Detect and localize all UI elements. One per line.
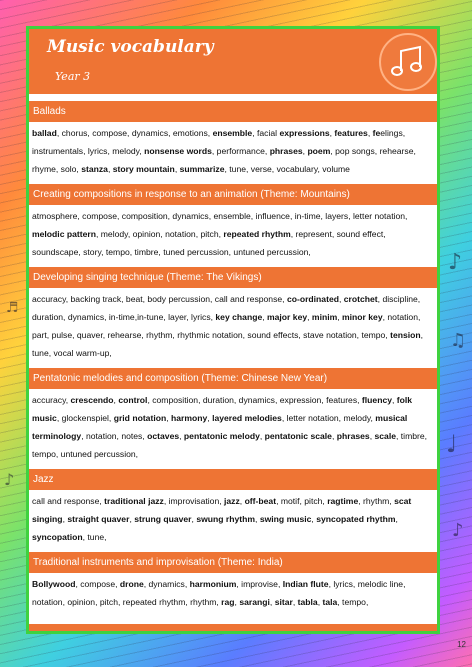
term-text: , lyrics, melodic line, notation, opinion, pitch, repeated rhythm, rhythm, xyxy=(32,579,406,607)
section-vocabulary xyxy=(29,573,437,614)
term-text: , xyxy=(307,312,312,322)
key-term: drone xyxy=(119,579,144,589)
term-text: accuracy, backing track, beat, body percussion, call and response, xyxy=(32,294,287,304)
key-term: co-ordinated xyxy=(286,294,339,304)
term-text: , xyxy=(259,431,265,441)
term-text: , xyxy=(317,597,323,607)
term-text: , xyxy=(392,395,397,405)
key-term: features xyxy=(334,128,368,138)
term-text: , performance, xyxy=(211,146,270,156)
key-term: fluency xyxy=(361,395,393,405)
key-term: minor key xyxy=(342,312,383,322)
term-text: , motif, pitch, xyxy=(276,496,328,506)
term-text: , xyxy=(234,597,240,607)
term-text: , xyxy=(329,128,335,138)
vocabulary-card xyxy=(26,26,440,634)
section-heading: Traditional instruments and improvisation (Theme: India) xyxy=(29,552,437,573)
term-text: , xyxy=(302,146,308,156)
key-term: stanza xyxy=(81,164,108,174)
key-term: pentatonic melody xyxy=(183,431,260,441)
term-text: , xyxy=(166,413,171,423)
key-term: off-beat xyxy=(244,496,277,506)
term-text: , xyxy=(369,431,375,441)
term-text: , xyxy=(255,514,260,524)
term-text: , xyxy=(207,413,213,423)
key-term: straight quaver xyxy=(67,514,130,524)
term-text: , xyxy=(311,514,317,524)
term-text: , xyxy=(367,128,373,138)
music-badge xyxy=(379,33,437,91)
key-term: scat singing xyxy=(32,496,412,524)
key-term: harmonium xyxy=(189,579,237,589)
key-term: ensemble xyxy=(212,128,253,138)
term-text: , xyxy=(239,496,245,506)
term-text: , discipline, duration, dynamics, in-time,in-tune, layer, lyrics, xyxy=(32,294,421,322)
term-text: , xyxy=(331,431,337,441)
key-term: musical terminology xyxy=(32,413,408,441)
key-term: ballad xyxy=(32,128,57,138)
key-term: fe xyxy=(372,128,381,138)
key-term: Indian flute xyxy=(282,579,329,589)
term-text: , xyxy=(174,164,180,174)
term-text: , represent, sound effect, soundscape, story, tempo, timbre, tuned percussion, untuned percussion, xyxy=(32,229,386,257)
key-term: pentatonic scale xyxy=(264,431,332,441)
key-term: Bollywood xyxy=(32,579,76,589)
key-term: syncopated rhythm xyxy=(316,514,396,524)
key-term: scale xyxy=(374,431,397,441)
footer-bar xyxy=(29,624,437,631)
page-title: Music vocabulary xyxy=(47,37,214,57)
term-text: , glockenspiel, xyxy=(56,413,114,423)
key-term: sarangi xyxy=(239,597,270,607)
year-label: Year 3 xyxy=(55,70,91,83)
section-vocabulary xyxy=(29,288,437,365)
term-text: , dynamics, xyxy=(143,579,190,589)
section-heading: Jazz xyxy=(29,469,437,490)
key-term: folk music xyxy=(32,395,413,423)
key-term: jazz xyxy=(224,496,240,506)
section-heading: Pentatonic melodies and composition (Theme: Chinese New Year) xyxy=(29,368,437,389)
term-text: , pop songs, rehearse, rhyme, solo, xyxy=(32,146,416,174)
key-term: rag xyxy=(221,597,235,607)
key-term: crotchet xyxy=(343,294,378,304)
term-text: , improvisation, xyxy=(163,496,225,506)
key-term: nonsense words xyxy=(144,146,212,156)
section-vocabulary xyxy=(29,122,437,181)
key-term: melodic pattern xyxy=(32,229,96,239)
key-term: syncopation xyxy=(32,532,83,542)
term-text: , rhythm, xyxy=(358,496,395,506)
sections-list xyxy=(29,98,437,614)
section-heading: Developing singing technique (Theme: The Vikings) xyxy=(29,267,437,288)
term-text: , tune, vocal warm-up, xyxy=(32,330,424,358)
key-term: summarize xyxy=(179,164,225,174)
term-text: , notation, notes, xyxy=(81,431,148,441)
key-term: octaves xyxy=(147,431,180,441)
term-text: , composition, duration, dynamics, expression, features, xyxy=(147,395,362,405)
key-term: minim xyxy=(311,312,338,322)
section-vocabulary xyxy=(29,490,437,549)
section-vocabulary xyxy=(29,389,437,466)
key-term: key change xyxy=(215,312,263,322)
term-text: , xyxy=(62,514,68,524)
key-term: grid notation xyxy=(113,413,167,423)
key-term: repeated rhythm xyxy=(223,229,291,239)
term-text: , xyxy=(269,597,275,607)
page-number: 12 xyxy=(457,640,466,649)
key-term: phrases xyxy=(336,431,370,441)
term-text: , xyxy=(395,514,398,524)
term-text: , xyxy=(113,395,119,405)
term-text: , tune, xyxy=(82,532,107,542)
term-text: , tempo, xyxy=(337,597,369,607)
card-header xyxy=(29,29,437,94)
key-term: tala xyxy=(322,597,338,607)
term-text: , xyxy=(179,431,184,441)
term-text: , xyxy=(338,294,344,304)
key-term: control xyxy=(118,395,148,405)
term-text: , improvise, xyxy=(236,579,283,589)
key-term: crescendo xyxy=(70,395,114,405)
term-text: , notation, part, pulse, quaver, rehearse, rhythm, rhythmic notation, sound effects, stave notation, tempo, xyxy=(32,312,421,340)
term-text: , xyxy=(262,312,267,322)
key-term: story mountain xyxy=(112,164,175,174)
term-text: , compose, xyxy=(75,579,120,589)
section-heading: Ballads xyxy=(29,101,437,122)
term-text: , chorus, compose, dynamics, emotions, xyxy=(56,128,213,138)
music-note-icon xyxy=(390,45,426,79)
term-text: , melody, opinion, notation, pitch, xyxy=(96,229,224,239)
term-text: call and response, xyxy=(32,496,105,506)
term-text: elings, instrumentals, lyrics, melody, xyxy=(32,128,406,156)
term-text: , xyxy=(107,164,113,174)
key-term: major key xyxy=(267,312,308,322)
key-term: traditional jazz xyxy=(104,496,164,506)
term-text: , xyxy=(337,312,343,322)
key-term: phrases xyxy=(269,146,303,156)
key-term: strung quaver xyxy=(134,514,192,524)
key-term: harmony xyxy=(171,413,208,423)
key-term: layered melodies xyxy=(212,413,282,423)
term-text: , timbre, tempo, untuned percussion, xyxy=(32,431,428,459)
key-term: expressions xyxy=(279,128,330,138)
term-text: , xyxy=(191,514,197,524)
term-text: accuracy, xyxy=(32,395,71,405)
section-vocabulary xyxy=(29,205,437,264)
key-term: poem xyxy=(307,146,331,156)
term-text: , xyxy=(129,514,135,524)
key-term: ragtime xyxy=(327,496,359,506)
term-text: atmosphere, compose, composition, dynamics, ensemble, influence, in-time, layers, letter notation, xyxy=(32,211,408,221)
term-text: , xyxy=(292,597,298,607)
term-text: , letter notation, melody, xyxy=(281,413,376,423)
section-heading: Creating compositions in response to an animation (Theme: Mountains) xyxy=(29,184,437,205)
key-term: swung rhythm xyxy=(196,514,256,524)
key-term: tension xyxy=(390,330,421,340)
term-text: , tune, verse, vocabulary, volume xyxy=(224,164,350,174)
key-term: tabla xyxy=(297,597,318,607)
term-text: , facial xyxy=(252,128,280,138)
key-term: swing music xyxy=(259,514,312,524)
key-term: sitar xyxy=(274,597,293,607)
